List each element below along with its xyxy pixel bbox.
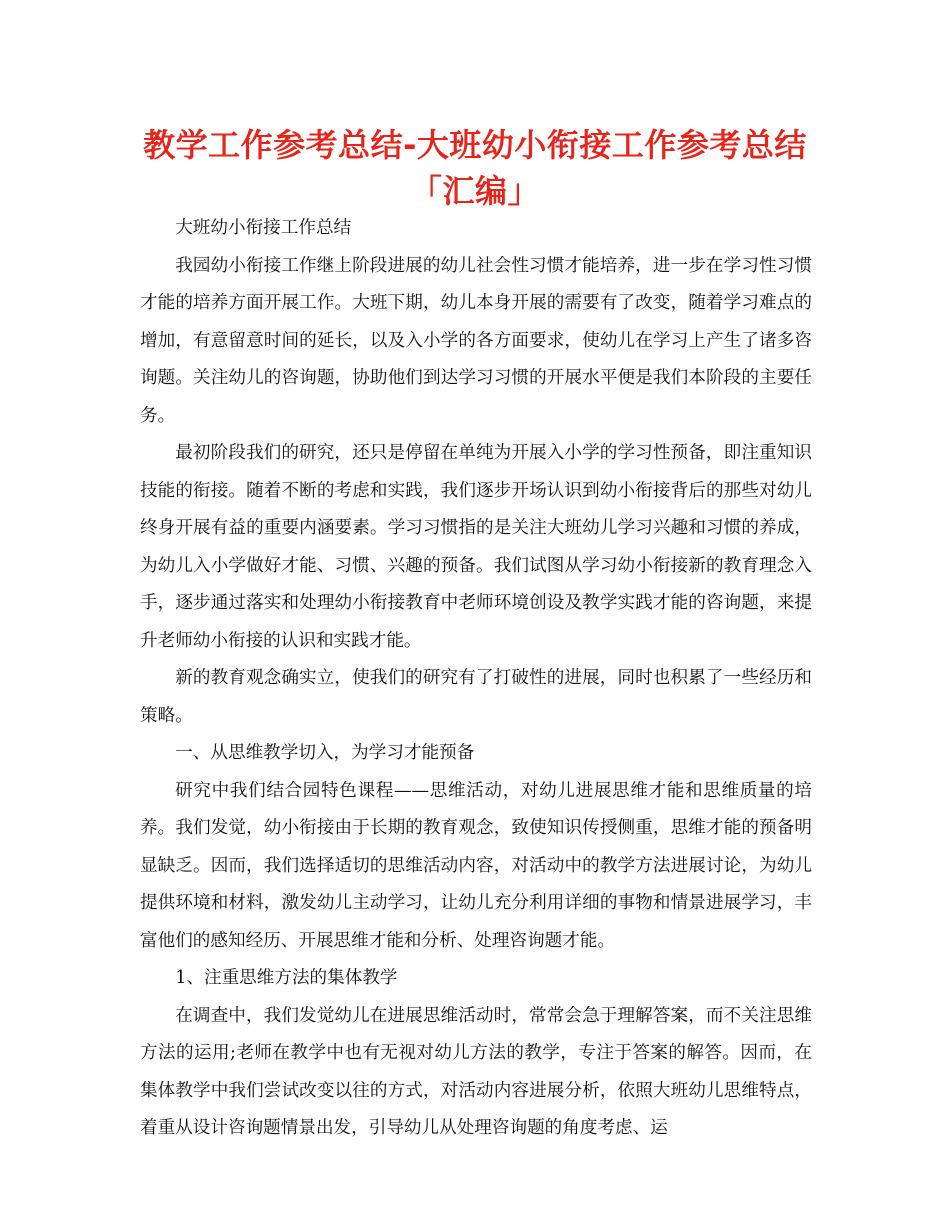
section-heading: 一、从思维教学切入，为学习才能预备 bbox=[175, 743, 475, 763]
document-title: 教学工作参考总结-大班幼小衔接工作参考总结「汇编」 bbox=[143, 126, 807, 210]
paragraph-subtitle: 大班幼小衔接工作总结 bbox=[175, 218, 352, 238]
paragraph: 新的教育观念确实立，使我们的研究有了打破性的进展，同时也积累了一些经历和策略。 bbox=[140, 668, 812, 726]
paragraph: 我园幼小衔接工作继上阶段进展的幼儿社会性习惯才能培养，进一步在学习性习惯才能的培养方面开展工作。大班下期，幼儿本身开展的需要有了改变，随着学习难点的增加，有意留意时间的延长，以及入小学的各方面要求，使幼儿在学习上产生了诸多咨询题。关注幼儿的咨询题，协助他们到达学习习惯的开展水平便是我们本阶段的主要任务。 bbox=[140, 255, 812, 426]
paragraph: 最初阶段我们的研究，还只是停留在单纯为开展入小学的学习性预备，即注重知识技能的衔接。随着不断的考虑和实践，我们逐步开场认识到幼小衔接背后的那些对幼儿终身开展有益的重要内涵要素。学习习惯指的是关注大班幼儿学习兴趣和习惯的养成，为幼儿入小学做好才能、习惯、兴趣的预备。我们试图从学习幼小衔接新的教育理念入手，逐步通过落实和处理幼小衔接教育中老师环境创设及教学实践才能的咨询题，来提升老师幼小衔接的认识和实践才能。 bbox=[140, 443, 812, 651]
subsection-heading: 1、注重思维方法的集体教学 bbox=[175, 968, 398, 988]
paragraph: 研究中我们结合园特色课程——思维活动，对幼儿进展思维才能和思维质量的培养。我们发觉，幼小衔接由于长期的教育观念，致使知识传授侧重，思维才能的预备明显缺乏。因而，我们选择适切的思维活动内容，对活动中的教学方法进展讨论，为幼儿提供环境和材料，激发幼儿主动学习，让幼儿充分利用详细的事物和情景进展学习，丰富他们的感知经历、开展思维才能和分析、处理咨询题才能。 bbox=[140, 780, 812, 951]
paragraph: 在调查中，我们发觉幼儿在进展思维活动时，常常会急于理解答案，而不关注思维方法的运用;老师在教学中也有无视对幼儿方法的教学，专注于答案的解答。因而，在集体教学中我们尝试改变以往的方式，对活动内容进展分析，依照大班幼儿思维特点，着重从设计咨询题情景出发，引导幼儿从处理咨询题的角度考虑、运 bbox=[140, 1005, 812, 1138]
document-body bbox=[140, 210, 812, 1148]
